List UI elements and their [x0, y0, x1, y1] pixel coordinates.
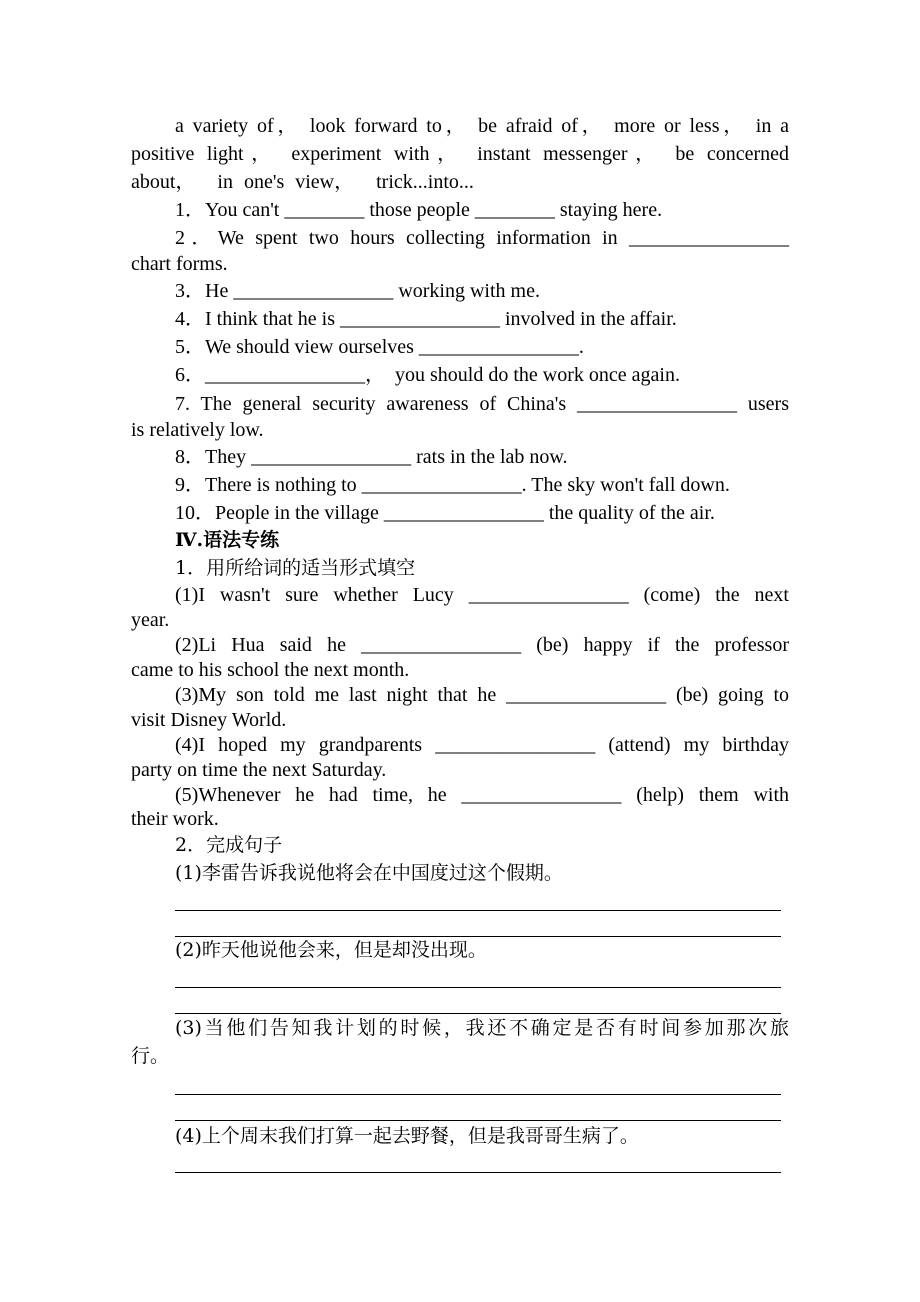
phrase-line: positive light， experiment with， instant messenger， be concerned	[131, 143, 789, 165]
grammar-item-1: (1)I wasn't sure whether Lucy ________________ (come) the next	[175, 584, 789, 606]
answer-line[interactable]	[175, 1013, 781, 1014]
part-1-title: 1．用所给词的适当形式填空	[175, 557, 416, 579]
answer-line[interactable]	[175, 1120, 781, 1121]
answer-line[interactable]	[175, 987, 781, 988]
question-7: 7. The general security awareness of China's ________________ users	[175, 393, 789, 415]
sentence-3-cont: 行。	[131, 1045, 170, 1067]
question-2-cont: chart forms.	[131, 253, 228, 275]
sentence-1: (1)李雷告诉我说他将会在中国度过这个假期。	[175, 862, 563, 884]
answer-line[interactable]	[175, 1172, 781, 1173]
answer-line[interactable]	[175, 910, 781, 911]
grammar-item-2-cont: came to his school the next month.	[131, 659, 410, 681]
grammar-item-3: (3)My son told me last night that he ________________ (be) going to	[175, 684, 789, 706]
answer-line[interactable]	[175, 1094, 781, 1095]
grammar-item-5: (5)Whenever he had time, he ________________ (help) them with	[175, 784, 789, 806]
grammar-item-4: (4)I hoped my grandparents ________________ (attend) my birthday	[175, 734, 789, 756]
section-heading: Ⅳ.语法专练	[175, 529, 280, 551]
question-6: 6．________________， you should do the work once again.	[175, 364, 680, 386]
question-3: 3．He ________________ working with me.	[175, 280, 540, 302]
phrase-line: a variety of， look forward to， be afraid of， more or less， in a	[175, 115, 789, 137]
grammar-item-2: (2)Li Hua said he ________________ (be) happy if the professor	[175, 634, 789, 656]
sentence-2: (2)昨天他说他会来，但是却没出现。	[175, 939, 487, 961]
part-2-title: 2．完成句子	[175, 834, 283, 856]
question-10: 10．People in the village ________________ the quality of the air.	[175, 502, 715, 524]
sentence-4: (4)上个周末我们打算一起去野餐，但是我哥哥生病了。	[175, 1125, 639, 1147]
answer-line[interactable]	[175, 936, 781, 937]
question-9: 9．There is nothing to ________________. The sky won't fall down.	[175, 474, 730, 496]
grammar-item-1-cont: year.	[131, 609, 170, 631]
question-5: 5．We should view ourselves ________________.	[175, 336, 584, 358]
phrase-line: about， in one's view， trick...into...	[131, 171, 474, 193]
grammar-item-4-cont: party on time the next Saturday.	[131, 759, 387, 781]
question-4: 4．I think that he is ________________ involved in the affair.	[175, 308, 677, 330]
sentence-3: (3)当他们告知我计划的时候，我还不确定是否有时间参加那次旅	[175, 1017, 789, 1039]
question-8: 8．They ________________ rats in the lab now.	[175, 446, 568, 468]
grammar-item-5-cont: their work.	[131, 808, 219, 830]
grammar-item-3-cont: visit Disney World.	[131, 709, 287, 731]
question-2: 2．We spent two hours collecting information in ________________	[175, 227, 789, 249]
question-1: 1．You can't ________ those people ________ staying here.	[175, 199, 663, 221]
question-7-cont: is relatively low.	[131, 419, 264, 441]
